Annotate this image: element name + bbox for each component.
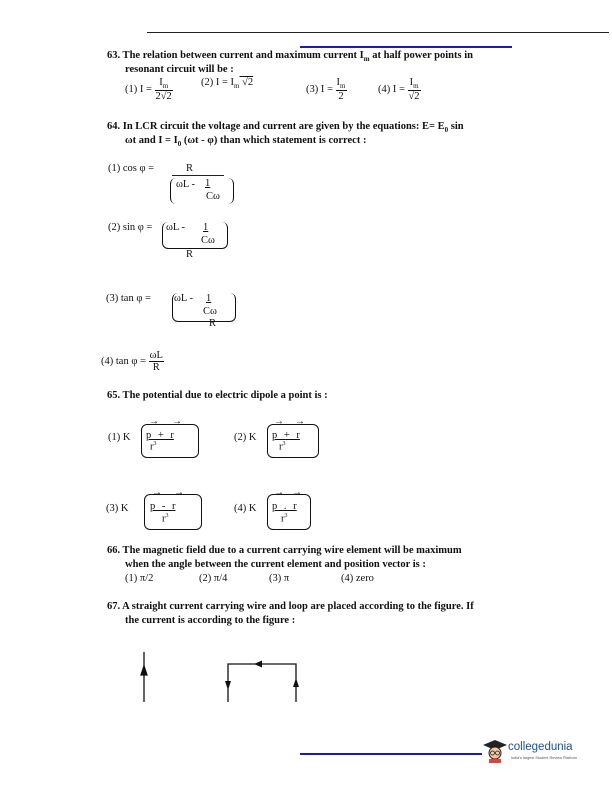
q65-opt4-label: (4) K: [234, 503, 257, 514]
loop-arrow-left: [254, 661, 262, 668]
q63-opt3-den: 2: [338, 91, 344, 103]
q63-opt3-sub: m: [340, 82, 346, 91]
collegedunia-logo-icon: [483, 738, 507, 764]
footer-accent-line: [300, 753, 482, 755]
q64-opt1-label: (1) cos φ =: [108, 163, 155, 174]
q64-title-text: 64. In LCR circuit the voltage and current are given by the equations: E= E: [107, 121, 445, 132]
q64-opt2-label: (2) sin φ =: [108, 222, 153, 233]
q66-title-line2: when the angle between the current element and position vector is :: [125, 559, 426, 570]
q63-opt4-sub: m: [413, 82, 419, 91]
q63-opt1-den: 2√2: [155, 91, 172, 103]
brand-name: collegedunia: [508, 741, 573, 753]
q64-opt4-label: (4) tan φ =: [101, 355, 149, 367]
q64-opt4-den: R: [152, 362, 160, 374]
current-loop: [228, 664, 296, 702]
q64-opt2-den: R: [186, 249, 194, 260]
q63-opt1-sub: m: [162, 82, 169, 91]
q64-opt3-num-fn: 1: [206, 293, 212, 304]
q63-opt4-den: √2: [408, 91, 420, 103]
q65-opt2-arrow-p: →: [274, 416, 284, 427]
q64-opt2-num-a: ωL -: [166, 222, 186, 233]
q65-opt2-arrow-r: →: [295, 416, 305, 427]
q65-opt2-den-r: r: [279, 441, 283, 453]
q64-opt2-num-fn: 1: [203, 222, 209, 233]
q65-opt2-label: (2) K: [234, 432, 257, 443]
q63-opt3-num: I: [336, 77, 341, 88]
q64-title2-text: ωt and I = I: [125, 135, 178, 146]
q63-opt1-label: (1) I =: [125, 84, 155, 96]
q65-opt2-pow: 3: [282, 441, 286, 447]
q65-opt1-arrow-p: →: [149, 416, 159, 427]
q63-title-end: at half power points in: [369, 50, 473, 61]
q66-option-3: (3) π: [269, 573, 290, 584]
q65-opt2-num: p + r: [272, 430, 300, 441]
q63-opt4-label: (4) I =: [378, 84, 408, 96]
q64-title-sub: 0: [444, 126, 449, 135]
q64-opt1-den-fd: Cω: [206, 191, 220, 202]
q65-opt4-num: p . r: [272, 501, 297, 512]
q64-title2-sub: 0: [177, 140, 182, 149]
q66-option-1: (1) π/2: [125, 573, 154, 584]
q64-title-end: sin: [448, 121, 464, 132]
loop-wire: [228, 664, 296, 702]
loop-arrow-down: [225, 681, 231, 690]
loop-arrows: [225, 661, 299, 691]
brand-tagline: India's largest Student Review Platform: [511, 756, 578, 760]
q64-opt3-num-a: ωL -: [174, 293, 194, 304]
loop-arrow-up: [293, 678, 299, 687]
q65-opt3-arrow-p: →: [152, 487, 162, 498]
q63-opt2-text: (2) I = I: [201, 77, 235, 88]
q65-title: 65. The potential due to electric dipole a point is :: [107, 390, 328, 401]
q65-opt4-arrow-p: →: [274, 487, 284, 498]
q64-opt1-den-a: ωL -: [176, 179, 196, 190]
q66-option-4: (4) zero: [341, 573, 374, 584]
q65-opt1-num: p + r: [146, 430, 174, 441]
q64-opt3-label: (3) tan φ =: [106, 293, 151, 304]
q65-opt3-den-r: r: [162, 513, 166, 525]
q65-opt3-pow: 3: [165, 513, 169, 519]
straight-wire-arrow-up: [141, 666, 147, 675]
q66-title-line1: 66. The magnetic field due to a current carrying wire element will be maximum: [107, 545, 462, 556]
q65-opt1-pow: 3: [153, 441, 157, 447]
q64-opt1-den-fn: 1: [205, 178, 211, 189]
q65-opt1-den-r: r: [150, 441, 154, 453]
q65-opt4-arrow-r: →: [292, 487, 302, 498]
q65-opt4-pow: 3: [284, 513, 288, 519]
straight-wire: [141, 652, 147, 702]
q64-opt3-num-fd: Cω: [203, 306, 217, 317]
q63-title-text: 63. The relation between current and maximum current I: [107, 50, 364, 61]
q64-title2-end: (ωt - φ) than which statement is correct :: [181, 135, 367, 146]
q65-opt3-label: (3) K: [106, 503, 129, 514]
q66-option-2: (2) π/4: [199, 573, 228, 584]
q65-opt1-label: (1) K: [108, 432, 131, 443]
q63-title-sub: m: [363, 55, 370, 64]
q63-opt3-label: (3) I =: [306, 84, 336, 96]
q63-title-line2: resonant circuit will be :: [125, 64, 234, 75]
q63-opt4-num: I: [409, 77, 414, 88]
q63-opt2-end: √2: [239, 77, 254, 88]
q64-opt1-num: R: [186, 163, 194, 174]
q65-opt4-den-r: r: [281, 513, 285, 525]
q67-title-line2: the current is according to the figure :: [125, 615, 296, 626]
q64-opt2-num-fd: Cω: [201, 235, 215, 246]
q64-opt3-den: R: [209, 318, 217, 329]
q63-opt1-num: I: [159, 77, 163, 88]
q65-opt3-num: p - r: [150, 501, 176, 512]
q63-opt2-sub: m: [234, 82, 240, 91]
q64-opt4-num: ωL: [149, 350, 163, 361]
q65-opt3-arrow-r: →: [174, 487, 184, 498]
q65-opt1-arrow-r: →: [172, 416, 182, 427]
q67-title-line1: 67. A straight current carrying wire and loop are placed according to the figure. If: [107, 601, 474, 612]
